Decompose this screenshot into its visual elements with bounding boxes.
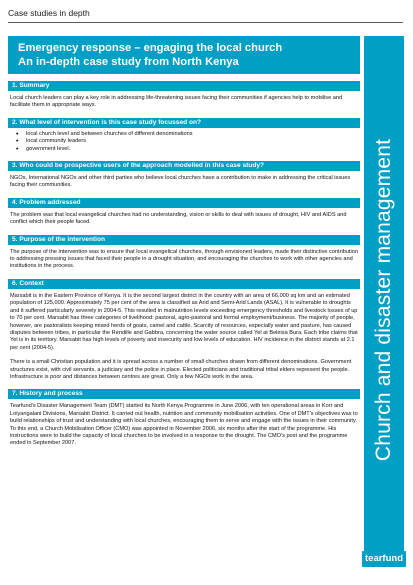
side-band (364, 36, 404, 564)
list-item: • local community leaders (26, 138, 358, 145)
section-heading: 5. Purpose of the intervention (8, 235, 360, 245)
title-box (8, 36, 360, 74)
section-body (8, 171, 360, 190)
level-list (10, 131, 358, 153)
main-content (8, 36, 360, 448)
list-item: • local church level and between churches of different denominations (26, 131, 358, 138)
section-heading: 4. Problem addressed (8, 198, 360, 208)
summary-text: Local church leaders can play a key role in addressing life-threatening issues facing their communities if agencies help to mobilise and facilitate them in appropriate ways. (10, 95, 343, 109)
section-heading: 3. Who could be prospective users of the approach modelled in this case study? (8, 161, 360, 171)
users-text: NGOs, International NGOs and other third parties who believe local churches have a contribution to make in addressing the critical issues facing their communities. (10, 175, 351, 189)
section-heading: 7. History and process (8, 389, 360, 399)
side-band-text: Church and disaster management (372, 138, 395, 462)
purpose-text: The purpose of the intervention was to ensure that local evangelical churches, through envisioned leaders, made their distinctive contribution to addressing pressing issues that faced their people in a drought situation, and encouraging the churches to work with other agencies and institutions in the process. (10, 248, 358, 270)
section-level (8, 118, 360, 153)
section-body (8, 245, 360, 271)
section-heading: 6. Context (8, 279, 360, 289)
tearfund-logo: tearfund (362, 551, 406, 567)
problem-text: The problem was that local evangelical churches had no understanding, vision or skills to deal with issues of drought, HIV and AIDS and conflict which their people faced. (10, 211, 347, 226)
context-paragraph-1: Marsabit is in the Eastern Province of Kenya. It is the second largest district in the country with an area of 66,000 sq km and an estimated population of 125,000. Approximately 75 per cent of the area is classified as Arid and Semi-Arid Lands (ASAL). It is vulnerable to droughts and it suffered particularly severely in 2004-5. This resulted in malnutrition levels exceeding emergency thresholds and livestock losses of up to 70 per cent. Marsabit has three categories of livelihood: pastoral, agro-pastoral and formal employment/business. The majority of people, however, are pastoralists keeping mixed herds of goats, camel and cattle. Scarcity of resources, especially water and pasture, has caused disputes between tribes, in particular the Rendille and Gabbra, concerning the water source called Yel at Beleisa Bura. Each tribe claims that Yel is in its territory. Marsabit has high levels of poverty and insecurity and low levels of education. HIV incidence in the district stands at 2.1 per cent (2004-5). (10, 292, 358, 351)
section-body (8, 289, 360, 381)
section-context (8, 279, 360, 381)
section-problem (8, 198, 360, 227)
header-label: Case studies in depth (8, 8, 90, 18)
section-history (8, 389, 360, 447)
title-line-2: An in-depth case study from North Kenya (18, 55, 239, 68)
section-heading: 2. What level of intervention is this case study focussed on? (8, 118, 360, 128)
section-body (8, 399, 360, 447)
section-purpose (8, 235, 360, 271)
section-summary (8, 81, 360, 110)
history-text: Tearfund's Disaster Management Team (DMT) started its North Kenya Programme in June 2006, with ten operational areas in Korr and Loiyangalani Divisions, Marsabit District. It carried out health, nutrition and community mobilisation activities. One of DMT's objectives was to build relationships of trust and understanding with local churches, encouraging them to serve and engage with the issues in their community. To this end, a Church Mobilisation Officer (CMO) was appointed in November 2006, six months after the start of the programme. His instructions were to build the capacity of local churches to be involved in a response to the drought. The CMO's post and the programme ended in September 2007. (10, 403, 358, 447)
section-body (8, 208, 360, 227)
section-body (8, 91, 360, 110)
context-paragraph-2: There is a small Christian population and it is spread across a number of small churches drawn from different denominations. Government structures exist, with civil servants, a judiciary and the police in place. Elected politicians and traditional tribal elders represent the people. Infrastructure is poor and distances between centres are great. Only a few NGOs work in the area. (10, 359, 352, 380)
section-heading: 1. Summary (8, 81, 360, 91)
section-body (8, 128, 360, 153)
header-rule (8, 22, 403, 23)
section-users (8, 161, 360, 190)
title-line-1: Emergency response – engaging the local church (18, 42, 283, 54)
list-item: • government level. (26, 146, 358, 153)
